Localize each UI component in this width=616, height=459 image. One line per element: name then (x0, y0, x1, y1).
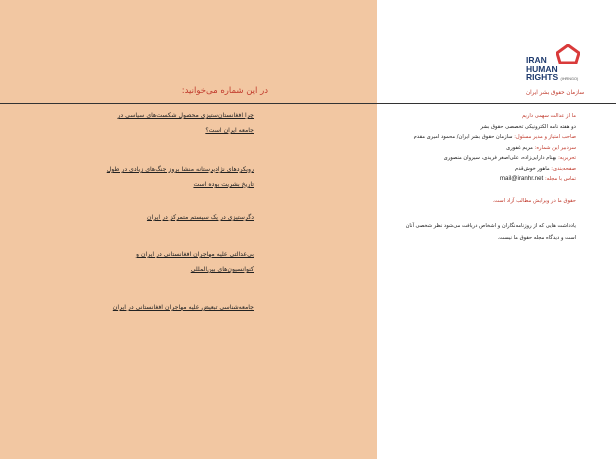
logo-persian-name: سازمان حقوق بشر ایران (526, 90, 585, 96)
layout-line: صفحه‌بندی: ماهور خوش‌قدم (515, 165, 576, 172)
toc-item-4[interactable] (0, 247, 254, 277)
toc-heading: در این شماره می‌خوانید: (181, 86, 268, 96)
logo-abbr: (IHRNGO) (560, 77, 579, 81)
header-divider (0, 103, 616, 104)
toc-item-2[interactable] (0, 162, 254, 192)
toc-item-1-line1: چرا افغانستان‌ستیزی محصول شکست‌های سیاسی در (117, 112, 254, 119)
toc-item-1[interactable] (0, 108, 254, 138)
disclaimer-line2: است و دیدگاه مجله حقوق ما نیست. (497, 235, 576, 241)
toc-item-2-line2: تاریخ بشریت بوده است (193, 181, 254, 188)
slogan: ما از عدالت سهمی داریم (521, 113, 576, 119)
board-line: تحریریه: بهنام دارایی‌زاده، علی‌اصغر فریدی، سیروان منصوری (443, 155, 576, 161)
disclaimer-line1: یادداشت هایی که از روزنامه‌نگاران و اشخاص دریافت می‌شود نظر شخصی آنان (405, 223, 576, 229)
toc-item-4-line2: کنوانسیون‌های بین‌المللی (190, 266, 254, 273)
publication-type: دو هفته نامه الکترونیکی تخصصی حقوق بشر (480, 123, 576, 130)
logo-line-human: HUMAN (526, 63, 558, 74)
contact-email[interactable]: mail@iranhr.net (499, 175, 544, 182)
owner-line: صاحب امتیاز و مدیر مسئول: سازمان حقوق بشر ایران/ محمود امیری مقدم (413, 134, 576, 140)
editor-line: سردبیر این شماره: مریم غفوری (506, 144, 576, 151)
toc-item-5-line1: جامعه‌شناسی تبعیض علیه مهاجران افغانستانی در ایران (112, 304, 254, 311)
logo-line-iran: IRAN (526, 55, 547, 65)
toc-item-1-line2: جامعه ایران است؟ (205, 127, 254, 134)
toc-item-3[interactable] (0, 210, 254, 225)
toc-item-4-line1: بی‌عدالتی علیه مهاجران افغانستانی در ایران و (136, 251, 254, 258)
toc-item-5[interactable] (0, 300, 254, 315)
disclaimer (346, 220, 576, 244)
contact-line: تماس با مجله: mail@iranhr.net (499, 175, 576, 182)
logo-line-rights: RIGHTS (IHRNGO) (526, 72, 579, 82)
toc-item-2-line1: رویکردهای نژادپرستانه منشا بروز جنگ‌های زیادی در طول (106, 166, 254, 173)
toc-item-3-line1: دگرستیزی در یک سیستم متمرکز در ایران (146, 214, 254, 221)
logo-wordmark (526, 56, 578, 84)
free-edit-note: حقوق ما در ویرایش مطالب آزاد است. (492, 198, 576, 204)
masthead-info (346, 111, 576, 185)
